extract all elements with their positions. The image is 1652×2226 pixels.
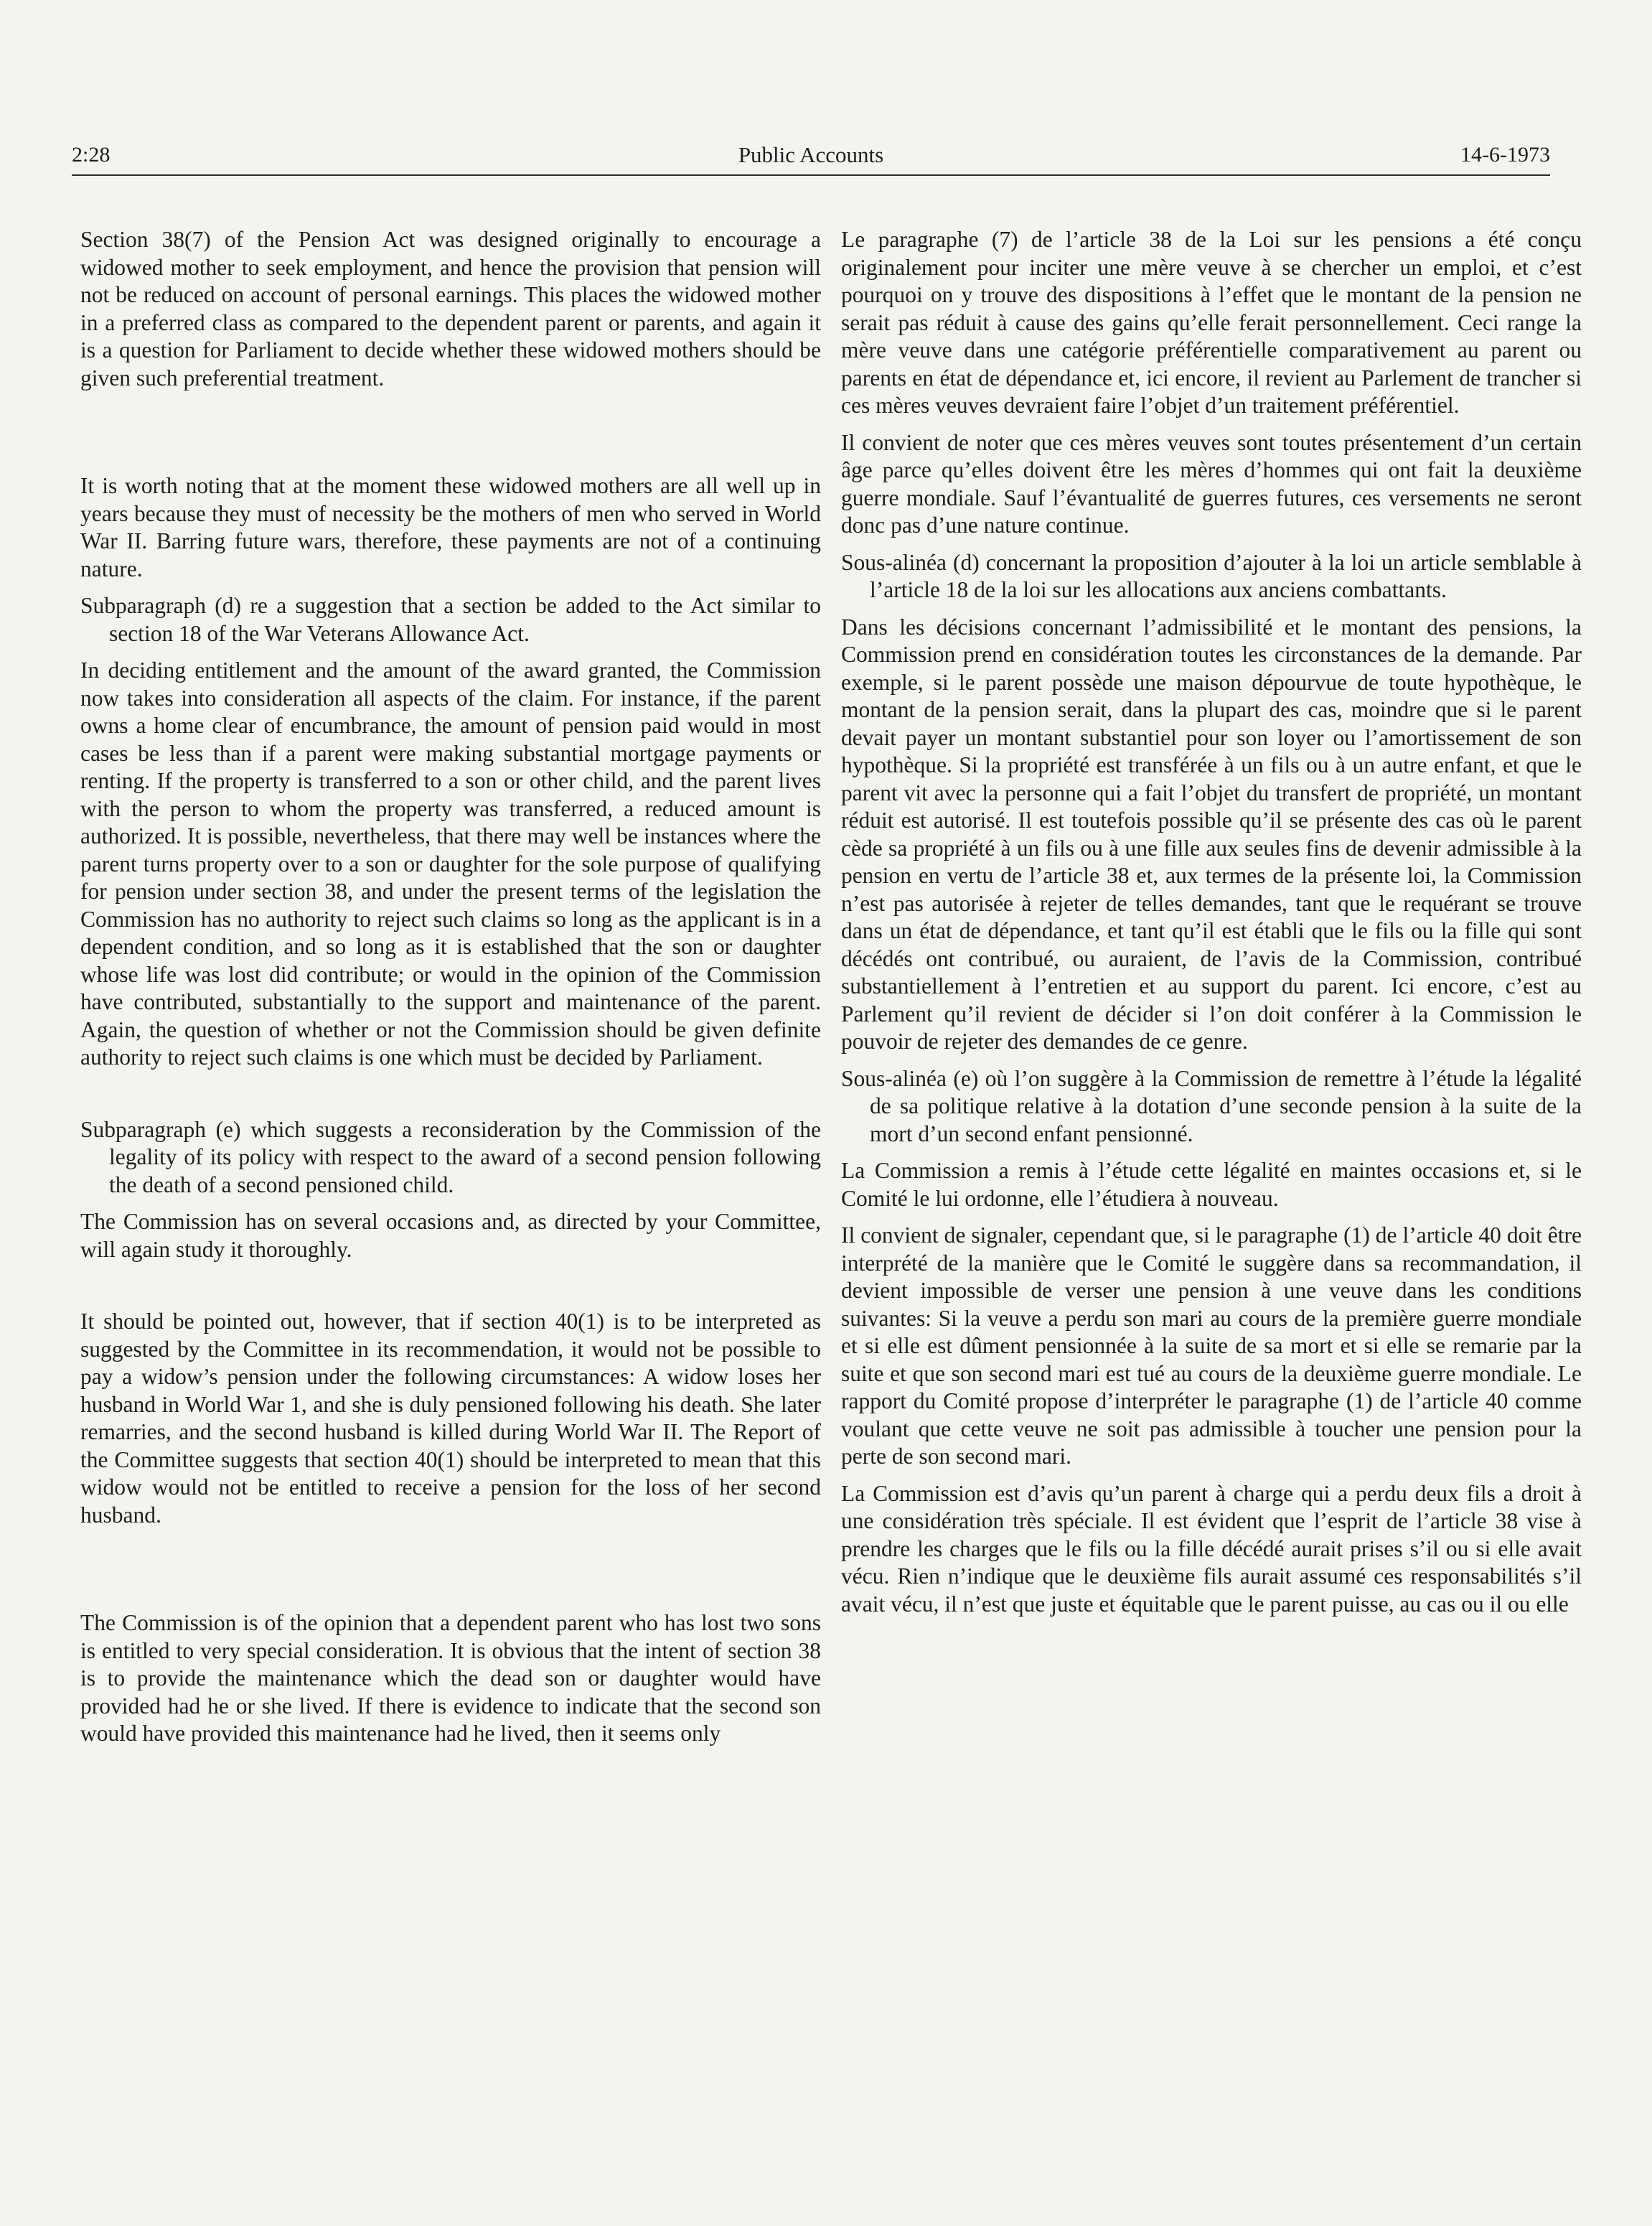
paragraph: The Commission has on several occasions and, as directed by your Committee, will again study it thoroughly. [80,1209,821,1262]
subparagraph-heading: Subparagraph (d) re a suggestion that a section be added to the Act similar to section 18 of the War Veterans Allowance Act. [80,593,821,646]
english-column [80,226,821,2121]
paragraph: It should be pointed out, however, that if section 40(1) is to be interpreted as suggested by the Committee in its recommendation, it would not be possible to pay a widow’s pension under the following circumstances: A widow loses her husband in World War 1, and she is duly pensioned following his death. She later remarries, and the second husband is killed during World War II. The Report of the Committee suggests that section 40(1) should be interpreted to mean that this widow would not be entitled to receive a pension for the loss of her second husband. [80,1309,821,1528]
paragraph: Le paragraphe (7) de l’article 38 de la Loi sur les pensions a été conçu originalement pour inciter une mère veuve à se chercher un emploi, et c’est pourquoi on y trouve des dispositions à l’effet que le montant de la pension ne serait pas réduit à cause des gains qu’elle ferait personnellement. Ceci range la mère veuve dans une catégorie préférentielle comparativement au parent ou parents en état de dépendance et, ici encore, il revient au Parlement de trancher si ces mères veuves devraient faire l’objet d’un traitement préférentiel. [841,227,1582,418]
subparagraph-heading: Subparagraph (e) which suggests a reconsideration by the Commission of the legality of its policy with respect to the award of a second pension following the death of a second pensioned child. [80,1116,821,1197]
paragraph: The Commission is of the opinion that a dependent parent who has lost two sons is entitled to very special consideration. It is obvious that the intent of section 38 is to provide the maintenance which the dead son or daughter would have provided had he or she lived. If there is evidence to indicate that the second son would have provided this maintenance had he lived, then it seems only [80,1610,821,1746]
page-number: 2:28 [72,143,111,167]
paragraph: La Commission est d’avis qu’un parent à charge qui a perdu deux fils a droit à une considération très spéciale. Il est évident que l’esprit de l’article 38 vise à prendre les charges que le fils ou la fille décédé aurait prises s’il ou si elle avait vécu. Rien n’indique que le deuxième fils aurait assumé ces responsabilités s’il avait vécu, il n’est que juste et équitable que le parent puisse, au cas ou il ou elle [841,1480,1582,1617]
paragraph: Dans les décisions concernant l’admissibilité et le montant des pensions, la Commission prend en considération toutes les circonstances de la demande. Par exemple, si le parent possède une maison dépourvue de toute hypothèque, le montant de la pension serait, dans la plupart des cas, moindre que si le parent devait payer un montant substantiel pour son loyer ou l’amortissement de son hypothèque. Si la propriété est transférée à un fils ou à un autre enfant, et que le parent vit avec la personne qui a fait l’objet du transfert de propriété, un montant réduit est autorisé. Il est toutefois possible qu’il se présente des cas où le parent cède sa propriété à un fils ou à une fille aux seules fins de devenir admissible à la pension en vertu de l’article 38 et, aux termes de la présente loi, la Commission n’est pas autorisée à rejeter de telles demandes, tant que le requérant se trouve dans un état de dépendance, et tant qu’il est établi que le fils ou la fille qui sont décédés ont contribué, ou auraient, de l’avis de la Commission, contribué substantiellement à l’entretien et au support du parent. Ici encore, c’est au Parlement qu’il revient de décider si l’on doit conférer à la Commission le pouvoir de rejeter des demandes de ce genre. [841,614,1582,1054]
french-column [841,226,1582,2121]
paragraph: It is worth noting that at the moment these widowed mothers are all well up in years because they must of necessity be the mothers of men who served in World War II. Barring future wars, therefore, these payments are not of a continuing nature. [80,473,821,581]
paragraph: La Commission a remis à l’étude cette légalité en maintes occasions et, si le Comité le lui ordonne, elle l’étudiera à nouveau. [841,1158,1582,1211]
subparagraph-heading: Sous-alinéa (e) où l’on suggère à la Commission de remettre à l’étude la légalité de sa politique relative à la dotation d’une seconde pension à la suite de la mort d’un second enfant pensionné. [841,1065,1582,1146]
page-date: 14-6-1973 [1460,143,1550,167]
running-title: Public Accounts [738,142,884,167]
paragraph: Section 38(7) of the Pension Act was designed originally to encourage a widowed mother to seek employment, and hence the provision that pension will not be reduced on account of personal earnings. This places the widowed mother in a preferred class as compared to the dependent parent or parents, and again it is a question for Parliament to decide whether these widowed mothers should be given such preferential treatment. [80,227,821,391]
paragraph: Il convient de signaler, cependant que, si le paragraphe (1) de l’article 40 doit être interprété de la manière que le Comité le suggère dans sa recommandation, il devient impossible de verser une pension à une veuve dans les conditions suivantes: Si la veuve a perdu son mari au cours de la première guerre mondiale et si elle est dûment pensionnée à la suite de sa mort et si elle se remarie par la suite et que son second mari est tué au cours de la deuxième guerre mondiale. Le rapport du Comité propose d’interpréter le paragraphe (1) de l’article 40 comme voulant que cette veuve ne soit pas admissible à toucher une pension pour la perte de son second mari. [841,1222,1582,1469]
page-header [72,140,1550,176]
paragraph: Il convient de noter que ces mères veuves sont toutes présentement d’un certain âge parce qu’elles doivent être les mères d’hommes qui ont fait la deuxième guerre mondiale. Sauf l’évantualité de guerres futures, ces versements ne seront donc pas d’une nature continue. [841,429,1582,538]
subparagraph-heading: Sous-alinéa (d) concernant la proposition d’ajouter à la loi un article semblable à l’article 18 de la loi sur les allocations aux anciens combattants. [841,549,1582,602]
paragraph: In deciding entitlement and the amount of the award granted, the Commission now takes into consideration all aspects of the claim. For instance, if the parent owns a home clear of encumbrance, the amount of pension paid would in most cases be less than if a parent were making substantial mortgage payments or renting. If the property is transferred to a son or other child, and the parent lives with the person to whom the property was transferred, a reduced amount is authorized. It is possible, nevertheless, that there may well be instances where the parent turns property over to a son or daughter for the sole purpose of qualifying for pension under section 38, and under the present terms of the legislation the Commission has no authority to reject such claims so long as the applicant is in a dependent condition, and so long as it is established that the son or daughter whose life was lost did contribute; or would in the opinion of the Commission have contributed, substantially to the support and maintenance of the parent. Again, the question of whether or not the Commission should be given definite authority to reject such claims is one which must be decided by Parliament. [80,658,821,1070]
